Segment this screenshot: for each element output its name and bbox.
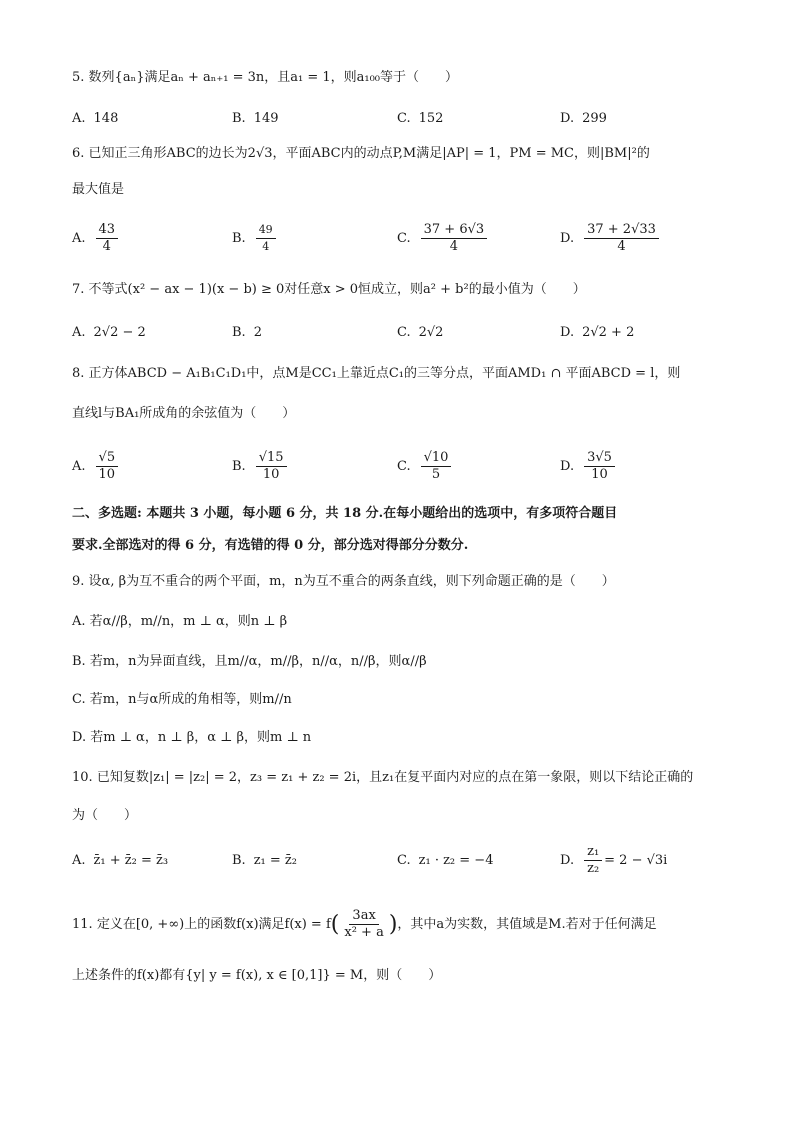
q7-option-c[interactable]: C. 2√2 [397,324,444,340]
q6-option-d[interactable]: D. $\frac{37 + 2√33}{4}$ [560,218,661,258]
q10-option-b[interactable]: B. z₁ = z̄₂ [232,852,297,868]
q10-option-c[interactable]: C. z₁ · z₂ = −4 [397,852,494,868]
fraction: $\frac{√15}{10}$ [256,450,287,483]
fraction: $\frac{3√5}{10}$ [584,450,615,483]
q10-stem-line2: 为（ ） [72,808,138,823]
q8-option-b[interactable]: B. $\frac{√15}{10}$ [232,446,289,486]
q7-stem: 7. 不等式(x² − ax − 1)(x − b) ≥ 0对任意x > 0恒成立，则a² + b²的最小值为（ ） [72,282,586,297]
fraction: $\frac{√10}{5}$ [421,450,452,483]
fraction: $\frac{43}{4}$ [96,222,119,255]
q9-option-b[interactable]: B. 若m，n为异面直线，且m//α，m//β，n//α，n//β，则α//β [72,654,427,669]
q6-stem-line1: 6. 已知正三角形ABC的边长为2√3，平面ABC内的动点P,M满足|AP| = 1，PM = MC，则|BM|²的 [72,146,650,161]
q9-option-c[interactable]: C. 若m，n与α所成的角相等，则m//n [72,692,292,707]
q9-option-d[interactable]: D. 若m ⊥ α，n ⊥ β，α ⊥ β，则m ⊥ n [72,730,312,745]
q6-options [72,218,732,258]
q5-option-b[interactable]: B. 149 [232,110,279,126]
q6-option-c[interactable]: C. $\frac{37 + 6√3}{4}$ [397,218,489,258]
q7-option-d[interactable]: D. 2√2 + 2 [560,324,635,340]
q5-option-c[interactable]: C. 152 [397,110,444,126]
q8-stem-line1: 8. 正方体ABCD − A₁B₁C₁D₁中，点M是CC₁上靠近点C₁的三等分点，平面AMD₁ ∩ 平面ABCD = l，则 [72,366,681,381]
section-2-heading: 二、多选题: 本题共 3 小题，每小题 6 分，共 18 分.在每小题给出的选项中，有多项符合题目 [72,506,618,521]
section-2-instructions: 要求.全部选对的得 6 分，有选错的得 0 分，部分选对得部分分数分. [72,538,469,553]
q8-option-d[interactable]: D. $\frac{3√5}{10}$ [560,446,617,486]
fraction: $\frac{37 + 6√3}{4}$ [421,222,488,255]
q5-option-a[interactable]: A. 148 [72,110,119,126]
fraction: $\frac{37 + 2√33}{4}$ [584,222,659,255]
q10-option-a[interactable]: A. z̄₁ + z̄₂ = z̄₃ [72,852,169,868]
q9-option-a[interactable]: A. 若α//β，m//n，m ⊥ α，则n ⊥ β [72,614,288,629]
q8-option-c[interactable]: C. $\frac{√10}{5}$ [397,446,453,486]
q7-option-b[interactable]: B. 2 [232,324,262,340]
q8-options [72,446,732,486]
q6-option-b[interactable]: B. $\frac{49}{4}$ [232,218,278,258]
q10-options [72,840,732,880]
q5-options [72,98,732,138]
q5-stem: 5. 数列{aₙ}满足aₙ + aₙ₊₁ = 3n，且a₁ = 1，则a₁₀₀等于（ ） [72,70,459,85]
q7-options [72,312,732,352]
q11-stem-line1: 11. 定义在[0, +∞)上的函数f(x)满足f(x) = f ( $\frac{3ax}{\text{x² + a}}$ ) ，其中a为实数，其值域是M.若对于任何满足 [72,908,657,940]
q11-stem-line2: 上述条件的f(x)都有{y| y = f(x), x ∈ [0,1]} = M，则（ ） [72,968,442,983]
q10-stem-line1: 10. 已知复数|z₁| = |z₂| = 2，z₃ = z₁ + z₂ = 2i，且z₁在复平面内对应的点在第一象限，则以下结论正确的 [72,770,694,785]
q6-stem-line2: 最大值是 [72,182,125,197]
q7-option-a[interactable]: A. 2√2 − 2 [72,324,146,340]
q8-stem-line2: 直线l与BA₁所成角的余弦值为（ ） [72,406,296,421]
q5-option-d[interactable]: D. 299 [560,110,607,126]
fraction: $\frac{√5}{10}$ [96,450,119,483]
fraction: $\frac{49}{4}$ [256,222,276,255]
q6-option-a[interactable]: A. $\frac{43}{4}$ [72,218,120,258]
q8-option-a[interactable]: A. $\frac{√5}{10}$ [72,446,120,486]
q9-stem: 9. 设α, β为互不重合的两个平面，m，n为互不重合的两条直线，则下列命题正确的是（ ） [72,574,615,589]
q10-option-d[interactable]: D. $\frac{\text{z₁}}{\text{z₂}}$ = 2 − √3i [560,843,668,876]
fraction: $\frac{\text{z₁}}{\text{z₂}}$ [584,844,602,877]
fraction: $\frac{3ax}{\text{x² + a}}$ [344,908,384,940]
